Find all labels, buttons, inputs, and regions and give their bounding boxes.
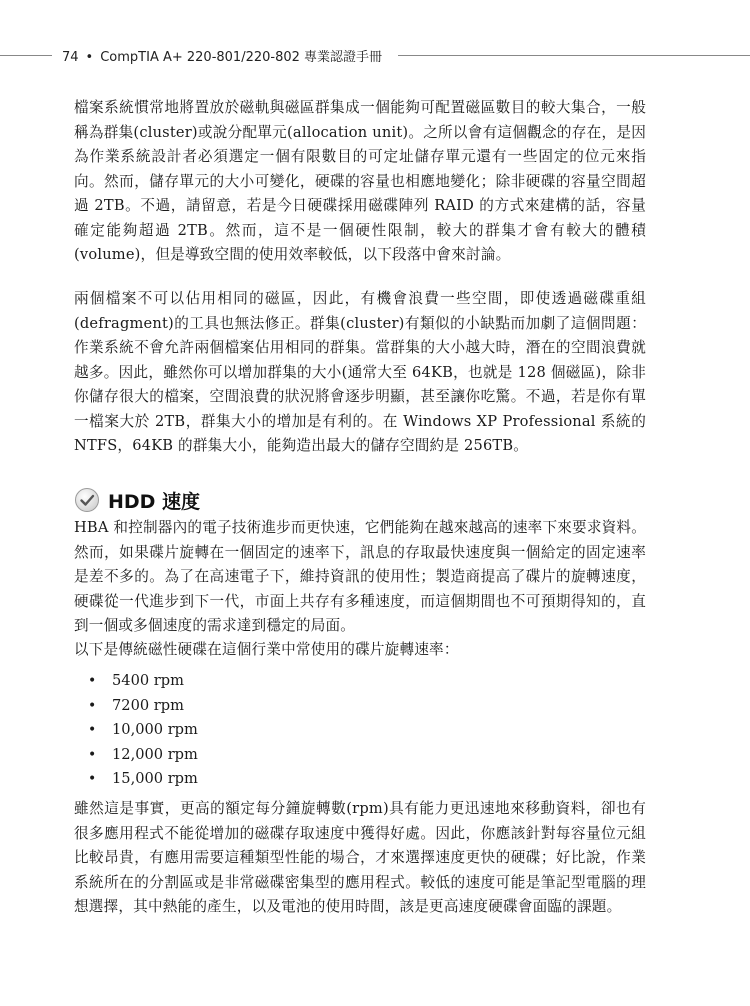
bullet: • <box>88 771 97 787</box>
header-rule-right <box>398 55 750 56</box>
checkmark-circle-icon <box>74 487 100 513</box>
rpm-value: 15,000 rpm <box>112 770 198 787</box>
rpm-value: 10,000 rpm <box>112 721 198 738</box>
section-heading <box>74 486 200 514</box>
paragraph-rpm-intro: 以下是傳統磁性硬碟在這個行業中常使用的碟片旋轉速率： <box>74 641 459 658</box>
page-number: 74 <box>62 50 79 65</box>
list-item <box>74 718 198 743</box>
section-title: HDD 速度 <box>108 490 201 513</box>
list-item <box>74 743 198 768</box>
header-text <box>62 46 382 65</box>
bullet: • <box>88 673 97 689</box>
paragraph-cluster-waste: 兩個檔案不可以佔用相同的磁區，因此，有機會浪費一些空間，即使透過磁碟重組(defragment)的工具也無法修正。群集(cluster)有類似的小缺點而加劇了這個問題：作業系統不會允許兩個檔案佔用相同的群集。當群集的大小越大時，潛在的空間浪費就越多。因此，雖然你可以增加群集的大小(通常大至 64KB，也就是 128 個磁區)，除非你儲存很大的檔案，空間浪費的狀況將會逐步明顯，甚至讓你吃驚。不過，若是你有單一檔案大於 2TB，群集大小的增加是有利的。在 Windows XP Professional 系統的 NTFS，64KB 的群集大小，能夠造出最大的儲存空間約是 256TB。 <box>74 290 646 454</box>
rpm-value: 12,000 rpm <box>112 745 198 763</box>
book-title: CompTIA A+ 220-801/220-802 專業認證手冊 <box>100 50 383 65</box>
list-item <box>74 669 198 694</box>
bullet: • <box>88 697 97 714</box>
bullet: • <box>88 722 97 738</box>
paragraph-cluster-intro: 檔案系統慣常地將置放於磁軌與磁區群集成一個能夠可配置磁區數目的較大集合，一般稱為群集(cluster)或說分配單元(allocation unit)。之所以會有這個觀念的存在，是因為作業系統設計者必須選定一個有限數目的可定址儲存單元還有一些固定的位元來指向。然而，儲存單元的大小可變化，硬碟的容量也相應地變化；除非硬碟的容量空間超過 2TB。不過，請留意，若是今日硬碟採用磁碟陣列 RAID 的方式來建構的話，容量確定能夠超過 2TB。然而，這不是一個硬性限制，較大的群集才會有較大的體積(volume)，但是導致空間的使用效率較低，以下段落中會來討論。 <box>74 99 646 263</box>
header-separator: • <box>85 50 94 65</box>
header-rule-left <box>0 55 52 56</box>
list-item <box>74 767 198 792</box>
rpm-list <box>74 669 198 792</box>
running-header <box>0 44 750 68</box>
rpm-value: 7200 rpm <box>112 696 184 714</box>
paragraph-hdd-speed: HBA 和控制器內的電子技術進步而更快速，它們能夠在越來越高的速率下來要求資料。然而，如果碟片旋轉在一個固定的速率下，訊息的存取最快速度與一個給定的固定速率是差不多的。為了在高速電子下，維持資訊的使用性；製造商提高了碟片的旋轉速度，硬碟從一代進步到下一代，市面上共存有多種速度，而這個期間也不可預期得知的，直到一個或多個速度的需求達到穩定的局面。 <box>74 519 647 634</box>
paragraph-rpm-conclusion: 雖然這是事實，更高的額定每分鐘旋轉數(rpm)具有能力更迅速地來移動資料，卻也有很多應用程式不能從增加的磁碟存取速度中獲得好處。因此，你應該針對每容量位元組比較昂貴，有應用需要這種類型性能的場合，才來選擇速度更快的硬碟；好比說，作業系統所在的分割區或是非常磁碟密集型的應用程式。較低的速度可能是筆記型電腦的理想選擇，其中熱能的產生，以及電池的使用時間，該是更高速度硬碟會面臨的課題。 <box>74 800 646 915</box>
list-item <box>74 694 198 719</box>
bullet: • <box>88 746 97 763</box>
rpm-value: 5400 rpm <box>112 672 184 689</box>
